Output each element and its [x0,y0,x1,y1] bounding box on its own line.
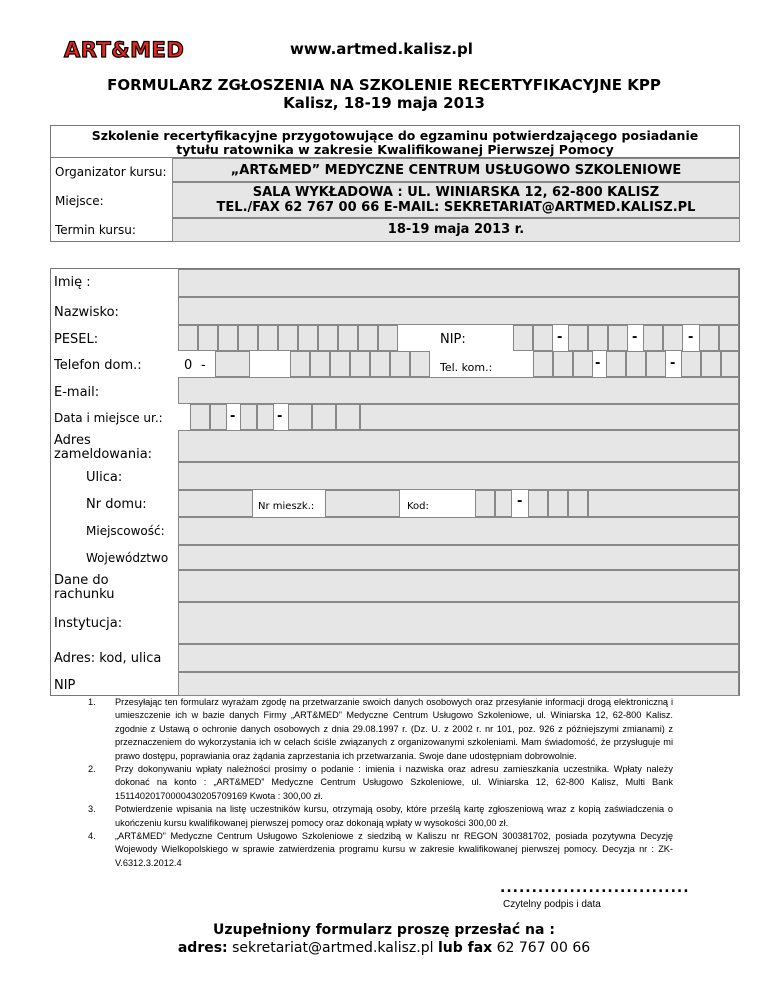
nip-digit[interactable] [663,325,683,351]
nazwisko-input[interactable] [178,297,739,325]
wojewodztwo-input[interactable] [178,545,739,570]
nip-digit[interactable] [699,325,719,351]
signature-line: .............................. [500,880,690,896]
ulica-input[interactable] [178,462,739,490]
kod-digit[interactable] [548,490,568,517]
nip2-input[interactable] [178,672,739,696]
signature-label: Czytelny podpis i data [503,899,601,910]
telefon-digit[interactable] [390,351,410,377]
place-label: Miejsce: [55,194,104,208]
tel-kom-digit[interactable] [681,351,701,377]
telefon-digit[interactable] [290,351,310,377]
tel-kom-digit[interactable] [626,351,646,377]
pesel-digit[interactable] [258,325,278,351]
date-dash: - [230,409,236,424]
tel-kom-digit[interactable] [533,351,553,377]
pesel-digit[interactable] [198,325,218,351]
term-label: Termin kursu: [55,223,136,237]
pesel-digit[interactable] [378,325,398,351]
note-item: 3. Potwierdzenie wpisania na listę uczestników kursu, otrzymają osoby, które prześlą kartę zgłoszeniową wraz z kopią zaświadczenia o ukończeniu kursu kwalifikowanej pierwszej pomocy oraz dokonają wpłaty w wysokości 300,00 zł. [88,804,673,828]
telefon-digit[interactable] [310,351,330,377]
date-digit[interactable] [240,404,257,430]
tel-kom-dash: - [595,356,601,371]
kod-digit[interactable] [475,490,495,517]
adres-label-1: Adres [54,433,91,448]
form-subtitle: Kalisz, 18-19 maja 2013 [283,94,485,112]
birthplace-input[interactable] [360,404,739,430]
intro-line-2: tytułu ratownika w zakresie Kwalifikowanej Pierwszej Pomocy [176,142,614,157]
intro-line-1: Szkolenie recertyfikacyjne przygotowujące do egzaminu potwierdzającego posiadanie [91,128,699,143]
nip2-label: NIP [54,678,76,693]
website-url[interactable]: www.artmed.kalisz.pl [290,40,473,58]
instytucja-input[interactable] [178,602,739,644]
footer-adres-label: adres: [177,940,228,956]
pesel-digit[interactable] [298,325,318,351]
date-digit[interactable] [336,404,360,430]
footer-instruction: Uzupełniony formularz proszę przesłać na : [213,922,555,938]
footer-email[interactable]: sekretariat@artmed.kalisz.pl [232,940,434,956]
pesel-digit[interactable] [178,325,198,351]
tel-kom-digit[interactable] [646,351,666,377]
adres-block [178,430,739,462]
pesel-digit[interactable] [358,325,378,351]
nip-digit[interactable] [568,325,588,351]
pesel-digit[interactable] [318,325,338,351]
imie-label: Imię : [54,275,91,290]
tel-kom-digit[interactable] [701,351,721,377]
date-digit[interactable] [288,404,312,430]
telefon-dash: - [201,358,206,373]
telefon-digit[interactable] [350,351,370,377]
tel-kom-digit[interactable] [606,351,626,377]
nip-digit[interactable] [719,325,739,351]
footer-contact [0,940,768,956]
telefon-digit[interactable] [370,351,390,377]
organizer-label: Organizator kursu: [55,165,167,179]
nr-domu-label: Nr domu: [86,497,147,512]
tel-kom-dash: - [670,356,676,371]
nip-dash: - [632,330,638,345]
note-item: 2. Przy dokonywaniu wpłaty należności prosimy o podanie : imienia i nazwiska oraz adresu zamieszkania uczestnika. Wpłaty należy dokonać na konto : „ART&MED” Medyczne Centrum Usługowo Szkoleniowe, ul. Winiarska 12, 62-800 Kalisz, Multi Bank 15114020170000430205709169 Kwota : 300,00 zł. [88,764,673,801]
pesel-digit[interactable] [278,325,298,351]
note-item: 4. „ART&MED” Medyczne Centrum Usługowo Szkoleniowe z siedzibą w Kaliszu nr REGON 300381702, posiada pozytywna Decyzję Wojewody Wielkopolskiego w sprawie zatwierdzenia programu kursu w zakresie kwalifikowanej pierwszej pomocy. Decyzja nr : ZK-V.6312.3.2012.4 [88,831,673,868]
dane-block [178,570,739,602]
form-title: FORMULARZ ZGŁOSZENIA NA SZKOLENIE RECERTYFIKACYJNE KPP [107,76,661,94]
kod-label: Kod: [407,501,429,512]
tel-kom-digit[interactable] [573,351,593,377]
kod-dash: - [517,494,523,509]
nazwisko-label: Nazwisko: [54,305,119,320]
telefon-digit[interactable] [410,351,430,377]
tel-kom-label: Tel. kom.: [440,361,493,374]
wojewodztwo-label: Województwo [86,551,169,565]
miejscowosc-label: Miejscowość: [86,524,165,538]
telefon-prefix: 0 [184,358,193,373]
nip-label: NIP: [440,332,466,347]
pesel-digit[interactable] [238,325,258,351]
email-label: E-mail: [54,385,100,400]
nip-digit[interactable] [533,325,553,351]
organizer-value: „ART&MED” MEDYCZNE CENTRUM USŁUGOWO SZKOLENIOWE [230,163,682,178]
nip-digit[interactable] [513,325,533,351]
pesel-label: PESEL: [54,332,99,347]
adres-kod-input[interactable] [178,644,739,672]
kod-digit[interactable] [495,490,512,517]
ulica-label: Ulica: [86,470,123,485]
adres-label-2: zameldowania: [54,447,153,462]
pesel-digit[interactable] [338,325,358,351]
telefon-digit[interactable] [215,351,250,377]
kod-filler [588,490,739,517]
dane-label-2: rachunku [54,587,115,602]
kod-digit[interactable] [528,490,548,517]
pesel-digit[interactable] [218,325,238,351]
footer-fax: 62 767 00 66 [496,940,591,956]
note-item: 1. Przesyłając ten formularz wyrażam zgodę na przetwarzanie swoich danych osobowych oraz przesyłanie informacji drogą elektroniczną i umieszczenie ich w bazie danych Firmy „ART&MED” Medyczne Centrum Usługowo Szkoleniowe, ul. Winiarska 12, 62-800 Kalisz. zgodnie z Ustawą o ochronie danych osobowych z dnia 29.08.1997 r. (Dz. U. z 2002 r. nr 101, poz. 926 z późniejszymi zmianami) z przeznaczeniem do wykorzystania ich w celach ściśle związanych z organizowanymi szkoleniami. Mam świadomość, że przysługuje mi prawo dostępu, poprawiania oraz żądania zaprzestania ich przetwarzania. Swoje dane udostępniam dobrowolnie. [88,697,673,761]
footer-lub-fax: lub fax [437,940,493,956]
date-digit[interactable] [312,404,336,430]
data-ur-label: Data i miejsce ur.: [54,411,163,425]
email-input[interactable] [178,377,739,404]
miejscowosc-input[interactable] [178,517,739,545]
place-line-2: TEL./FAX 62 767 00 66 E-MAIL: SEKRETARIAT@ARTMED.KALISZ.PL [216,200,696,215]
tel-kom-digit[interactable] [553,351,573,377]
nip-dash: - [557,330,563,345]
nr-domu-input[interactable] [178,490,253,517]
instytucja-label: Instytucja: [54,616,123,631]
tel-kom-digit[interactable] [721,351,739,377]
date-digit[interactable] [257,404,274,430]
date-digit[interactable] [190,404,210,430]
kod-digit[interactable] [568,490,588,517]
date-dash: - [277,409,283,424]
artmed-logo: ART&MED [64,38,185,62]
place-line-1: SALA WYKŁADOWA : UL. WINIARSKA 12, 62-800 KALISZ [252,185,660,200]
imie-input[interactable] [178,269,739,297]
nr-mieszk-label: Nr mieszk.: [258,501,315,512]
telefon-label: Telefon dom.: [54,358,142,373]
nr-mieszk-input[interactable] [325,490,400,517]
notes [88,696,673,870]
nip-digit[interactable] [643,325,663,351]
nip-dash: - [688,330,694,345]
nip-digit[interactable] [608,325,628,351]
nip-digit[interactable] [588,325,608,351]
dane-label-1: Dane do [54,573,109,588]
adres-kod-label: Adres: kod, ulica [54,651,162,666]
date-digit[interactable] [210,404,227,430]
telefon-digit[interactable] [330,351,350,377]
term-value: 18-19 maja 2013 r. [387,222,525,237]
